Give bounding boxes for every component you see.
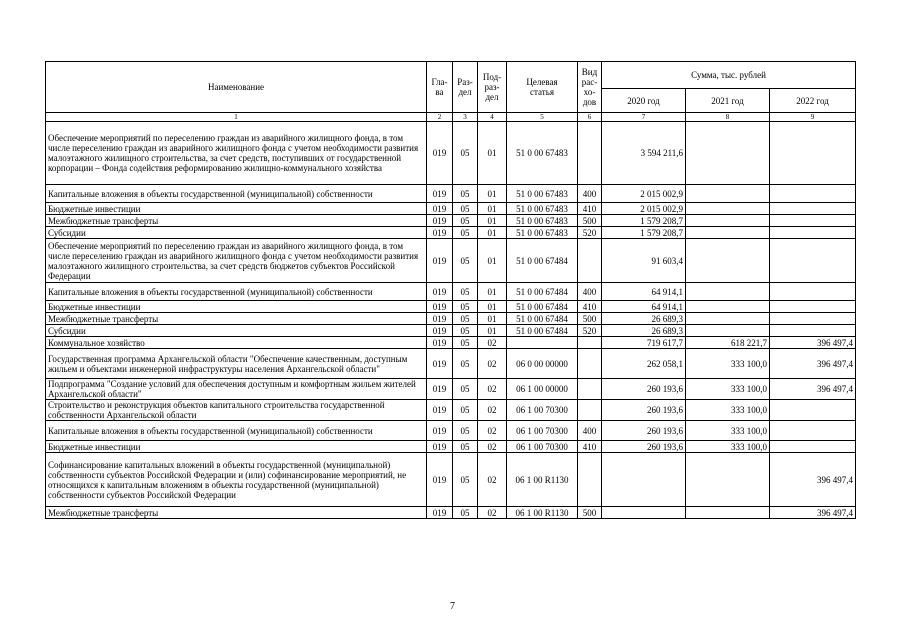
row-razdel: 05 (453, 185, 478, 203)
table-row (46, 227, 856, 239)
header-summa: Сумма, тыс. рублей (602, 62, 856, 89)
row-amount-2022 (770, 421, 856, 441)
row-amount-2021 (686, 203, 770, 215)
row-vid (578, 337, 602, 349)
row-name: Межбюджетные трансферты (46, 313, 427, 325)
row-razdel: 05 (453, 203, 478, 215)
row-vid: 400 (578, 283, 602, 301)
row-name: Бюджетные инвестиции (46, 441, 427, 453)
row-amount-2021: 333 100,0 (686, 441, 770, 453)
row-vid: 500 (578, 215, 602, 227)
row-celevaya (507, 337, 578, 349)
row-vid: 400 (578, 185, 602, 203)
column-number: 1 (46, 113, 427, 122)
table-body (46, 122, 856, 519)
column-number: 9 (770, 113, 856, 122)
row-podrazdel: 02 (478, 421, 507, 441)
table-row (46, 325, 856, 337)
row-vid (578, 122, 602, 185)
row-glava: 019 (427, 122, 453, 185)
header-podrazdel: Под- раз- дел (478, 62, 507, 113)
row-razdel: 05 (453, 122, 478, 185)
row-amount-2020 (602, 453, 686, 507)
row-vid (578, 400, 602, 421)
row-name: Софинансирование капитальных вложений в объекты государственной (муниципальной) собственности субъектов Российской Федерации и (или) софинансирование мероприятий, не относящихся к капитальным вложениям в объекты государственной (муниципальной) собственности субъектов Российской Федерации (46, 453, 427, 507)
row-vid: 500 (578, 507, 602, 519)
column-number: 2 (427, 113, 453, 122)
row-amount-2022: 396 497,4 (770, 337, 856, 349)
row-glava: 019 (427, 215, 453, 227)
row-podrazdel: 02 (478, 507, 507, 519)
table-row (46, 122, 856, 185)
row-podrazdel: 02 (478, 441, 507, 453)
row-podrazdel: 01 (478, 122, 507, 185)
row-glava: 019 (427, 400, 453, 421)
table-row (46, 400, 856, 421)
row-glava: 019 (427, 203, 453, 215)
row-amount-2022 (770, 122, 856, 185)
table-row (46, 337, 856, 349)
row-name: Капитальные вложения в объекты государственной (муниципальной) собственности (46, 421, 427, 441)
row-name: Обеспечение мероприятий по переселению граждан из аварийного жилищного фонда, в том числе переселению граждан из аварийного жилищного фонда с учетом необходимости развития малоэтажного жилищного строительства, за счет средств бюджетов субъектов Российской Федерации (46, 239, 427, 283)
row-amount-2020: 26 689,3 (602, 325, 686, 337)
row-razdel: 05 (453, 227, 478, 239)
row-celevaya: 51 0 00 67484 (507, 301, 578, 313)
row-amount-2021 (686, 283, 770, 301)
row-podrazdel: 01 (478, 283, 507, 301)
row-amount-2022 (770, 441, 856, 453)
row-amount-2022 (770, 400, 856, 421)
row-amount-2021 (686, 239, 770, 283)
row-podrazdel: 01 (478, 301, 507, 313)
row-podrazdel: 01 (478, 185, 507, 203)
row-vid: 520 (578, 325, 602, 337)
row-razdel: 05 (453, 400, 478, 421)
row-razdel: 05 (453, 325, 478, 337)
column-number-row (46, 113, 856, 122)
row-podrazdel: 01 (478, 227, 507, 239)
row-amount-2022 (770, 203, 856, 215)
row-amount-2022 (770, 283, 856, 301)
header-2022: 2022 год (770, 89, 856, 113)
row-glava: 019 (427, 349, 453, 379)
row-celevaya: 51 0 00 67483 (507, 227, 578, 239)
row-name: Строительство и реконструкция объектов капитального строительства государственной собственности Архангельской области (46, 400, 427, 421)
row-name: Бюджетные инвестиции (46, 203, 427, 215)
row-amount-2021 (686, 215, 770, 227)
row-amount-2022 (770, 215, 856, 227)
row-celevaya: 06 1 00 00000 (507, 379, 578, 400)
table-row (46, 421, 856, 441)
column-number: 5 (507, 113, 578, 122)
row-name: Капитальные вложения в объекты государственной (муниципальной) собственности (46, 185, 427, 203)
row-amount-2021 (686, 122, 770, 185)
row-amount-2021: 333 100,0 (686, 400, 770, 421)
row-vid (578, 379, 602, 400)
row-amount-2022 (770, 313, 856, 325)
row-glava: 019 (427, 441, 453, 453)
row-razdel: 05 (453, 215, 478, 227)
row-amount-2022 (770, 301, 856, 313)
header-razdel: Раз- дел (453, 62, 478, 113)
header-celevaya: Целевая статья (507, 62, 578, 113)
column-number: 7 (602, 113, 686, 122)
row-celevaya: 06 1 00 70300 (507, 441, 578, 453)
row-celevaya: 06 0 00 00000 (507, 349, 578, 379)
row-name: Обеспечение мероприятий по переселению граждан из аварийного жилищного фонда, в том числе переселению граждан из аварийного жилищного фонда с учетом необходимости развития малоэтажного жилищного строительства, за счет средств, поступивших от государственной корпорации – Фонда содействия реформированию жилищно-коммунального хозяйства (46, 122, 427, 185)
row-vid: 520 (578, 227, 602, 239)
row-amount-2021: 333 100,0 (686, 349, 770, 379)
row-name: Субсидии (46, 325, 427, 337)
row-vid: 410 (578, 203, 602, 215)
row-podrazdel: 02 (478, 453, 507, 507)
row-razdel: 05 (453, 349, 478, 379)
row-amount-2021 (686, 313, 770, 325)
column-number: 3 (453, 113, 478, 122)
row-celevaya: 51 0 00 67484 (507, 313, 578, 325)
row-amount-2020: 3 594 211,6 (602, 122, 686, 185)
row-glava: 019 (427, 453, 453, 507)
row-podrazdel: 01 (478, 215, 507, 227)
row-name: Субсидии (46, 227, 427, 239)
column-number: 6 (578, 113, 602, 122)
row-glava: 019 (427, 325, 453, 337)
row-amount-2020: 2 015 002,9 (602, 185, 686, 203)
row-glava: 019 (427, 301, 453, 313)
row-amount-2021 (686, 507, 770, 519)
row-amount-2022 (770, 185, 856, 203)
row-razdel: 05 (453, 441, 478, 453)
row-amount-2021: 618 221,7 (686, 337, 770, 349)
row-celevaya: 06 1 00 70300 (507, 421, 578, 441)
row-glava: 019 (427, 421, 453, 441)
row-celevaya: 51 0 00 67484 (507, 283, 578, 301)
row-razdel: 05 (453, 283, 478, 301)
row-glava: 019 (427, 379, 453, 400)
row-name: Межбюджетные трансферты (46, 507, 427, 519)
row-razdel: 05 (453, 337, 478, 349)
row-podrazdel: 01 (478, 313, 507, 325)
row-amount-2020: 260 193,6 (602, 421, 686, 441)
row-celevaya: 06 1 00 70300 (507, 400, 578, 421)
row-vid: 410 (578, 301, 602, 313)
row-glava: 019 (427, 337, 453, 349)
row-amount-2022 (770, 325, 856, 337)
row-name: Коммунальное хозяйство (46, 337, 427, 349)
page-number: 7 (450, 601, 455, 612)
row-razdel: 05 (453, 313, 478, 325)
row-celevaya: 06 1 00 R1130 (507, 507, 578, 519)
row-podrazdel: 01 (478, 239, 507, 283)
row-celevaya: 06 1 00 R1130 (507, 453, 578, 507)
row-amount-2020: 64 914,1 (602, 283, 686, 301)
header-vid: Вид рас- хо- дов (578, 62, 602, 113)
row-amount-2020: 260 193,6 (602, 379, 686, 400)
row-amount-2021 (686, 301, 770, 313)
row-amount-2020: 26 689,3 (602, 313, 686, 325)
row-celevaya: 51 0 00 67484 (507, 325, 578, 337)
row-glava: 019 (427, 283, 453, 301)
table-row (46, 283, 856, 301)
row-razdel: 05 (453, 301, 478, 313)
row-amount-2022: 396 497,4 (770, 379, 856, 400)
row-amount-2022: 396 497,4 (770, 507, 856, 519)
row-amount-2020: 262 058,1 (602, 349, 686, 379)
row-glava: 019 (427, 507, 453, 519)
row-amount-2021: 333 100,0 (686, 421, 770, 441)
row-glava: 019 (427, 227, 453, 239)
row-glava: 019 (427, 185, 453, 203)
row-name: Подпрограмма "Создание условий для обеспечения доступным и комфортным жильем жителей Архангельской области" (46, 379, 427, 400)
row-celevaya: 51 0 00 67483 (507, 203, 578, 215)
row-amount-2021 (686, 453, 770, 507)
row-amount-2021 (686, 185, 770, 203)
row-amount-2021 (686, 227, 770, 239)
row-celevaya: 51 0 00 67483 (507, 185, 578, 203)
row-amount-2020: 91 603,4 (602, 239, 686, 283)
row-podrazdel: 02 (478, 400, 507, 421)
row-vid (578, 453, 602, 507)
row-glava: 019 (427, 239, 453, 283)
row-razdel: 05 (453, 507, 478, 519)
row-razdel: 05 (453, 421, 478, 441)
table-row (46, 185, 856, 203)
row-name: Государственная программа Архангельской области "Обеспечение качественным, доступным жильем и объектами инженерной инфраструктуры населения Архангельской области" (46, 349, 427, 379)
table-row (46, 507, 856, 519)
column-number: 8 (686, 113, 770, 122)
row-razdel: 05 (453, 379, 478, 400)
row-amount-2022 (770, 227, 856, 239)
row-name: Бюджетные инвестиции (46, 301, 427, 313)
row-vid (578, 239, 602, 283)
row-amount-2020: 719 617,7 (602, 337, 686, 349)
table-row (46, 453, 856, 507)
table-row (46, 239, 856, 283)
table-row (46, 441, 856, 453)
header-2020: 2020 год (602, 89, 686, 113)
row-amount-2020: 260 193,6 (602, 400, 686, 421)
table-row (46, 301, 856, 313)
row-amount-2020: 64 914,1 (602, 301, 686, 313)
row-podrazdel: 01 (478, 325, 507, 337)
row-amount-2020: 1 579 208,7 (602, 227, 686, 239)
row-podrazdel: 02 (478, 379, 507, 400)
row-celevaya: 51 0 00 67484 (507, 239, 578, 283)
row-amount-2020: 2 015 002,9 (602, 203, 686, 215)
table-row (46, 349, 856, 379)
table-row (46, 379, 856, 400)
row-razdel: 05 (453, 453, 478, 507)
header-name: Наименование (46, 62, 427, 113)
row-podrazdel: 02 (478, 337, 507, 349)
row-glava: 019 (427, 313, 453, 325)
table-row (46, 215, 856, 227)
row-amount-2020: 1 579 208,7 (602, 215, 686, 227)
row-name: Капитальные вложения в объекты государственной (муниципальной) собственности (46, 283, 427, 301)
row-amount-2022: 396 497,4 (770, 453, 856, 507)
row-vid: 400 (578, 421, 602, 441)
row-amount-2020: 260 193,6 (602, 441, 686, 453)
table-row (46, 313, 856, 325)
row-razdel: 05 (453, 239, 478, 283)
row-vid (578, 349, 602, 379)
row-vid: 500 (578, 313, 602, 325)
header-glava: Гла- ва (427, 62, 453, 113)
budget-table (45, 61, 856, 519)
header-2021: 2021 год (686, 89, 770, 113)
row-amount-2021: 333 100,0 (686, 379, 770, 400)
row-celevaya: 51 0 00 67483 (507, 122, 578, 185)
table-row (46, 203, 856, 215)
row-amount-2022 (770, 239, 856, 283)
row-amount-2022: 396 497,4 (770, 349, 856, 379)
row-celevaya: 51 0 00 67483 (507, 215, 578, 227)
row-podrazdel: 01 (478, 203, 507, 215)
row-amount-2021 (686, 325, 770, 337)
column-number: 4 (478, 113, 507, 122)
row-name: Межбюджетные трансферты (46, 215, 427, 227)
row-amount-2020 (602, 507, 686, 519)
row-podrazdel: 02 (478, 349, 507, 379)
row-vid: 410 (578, 441, 602, 453)
